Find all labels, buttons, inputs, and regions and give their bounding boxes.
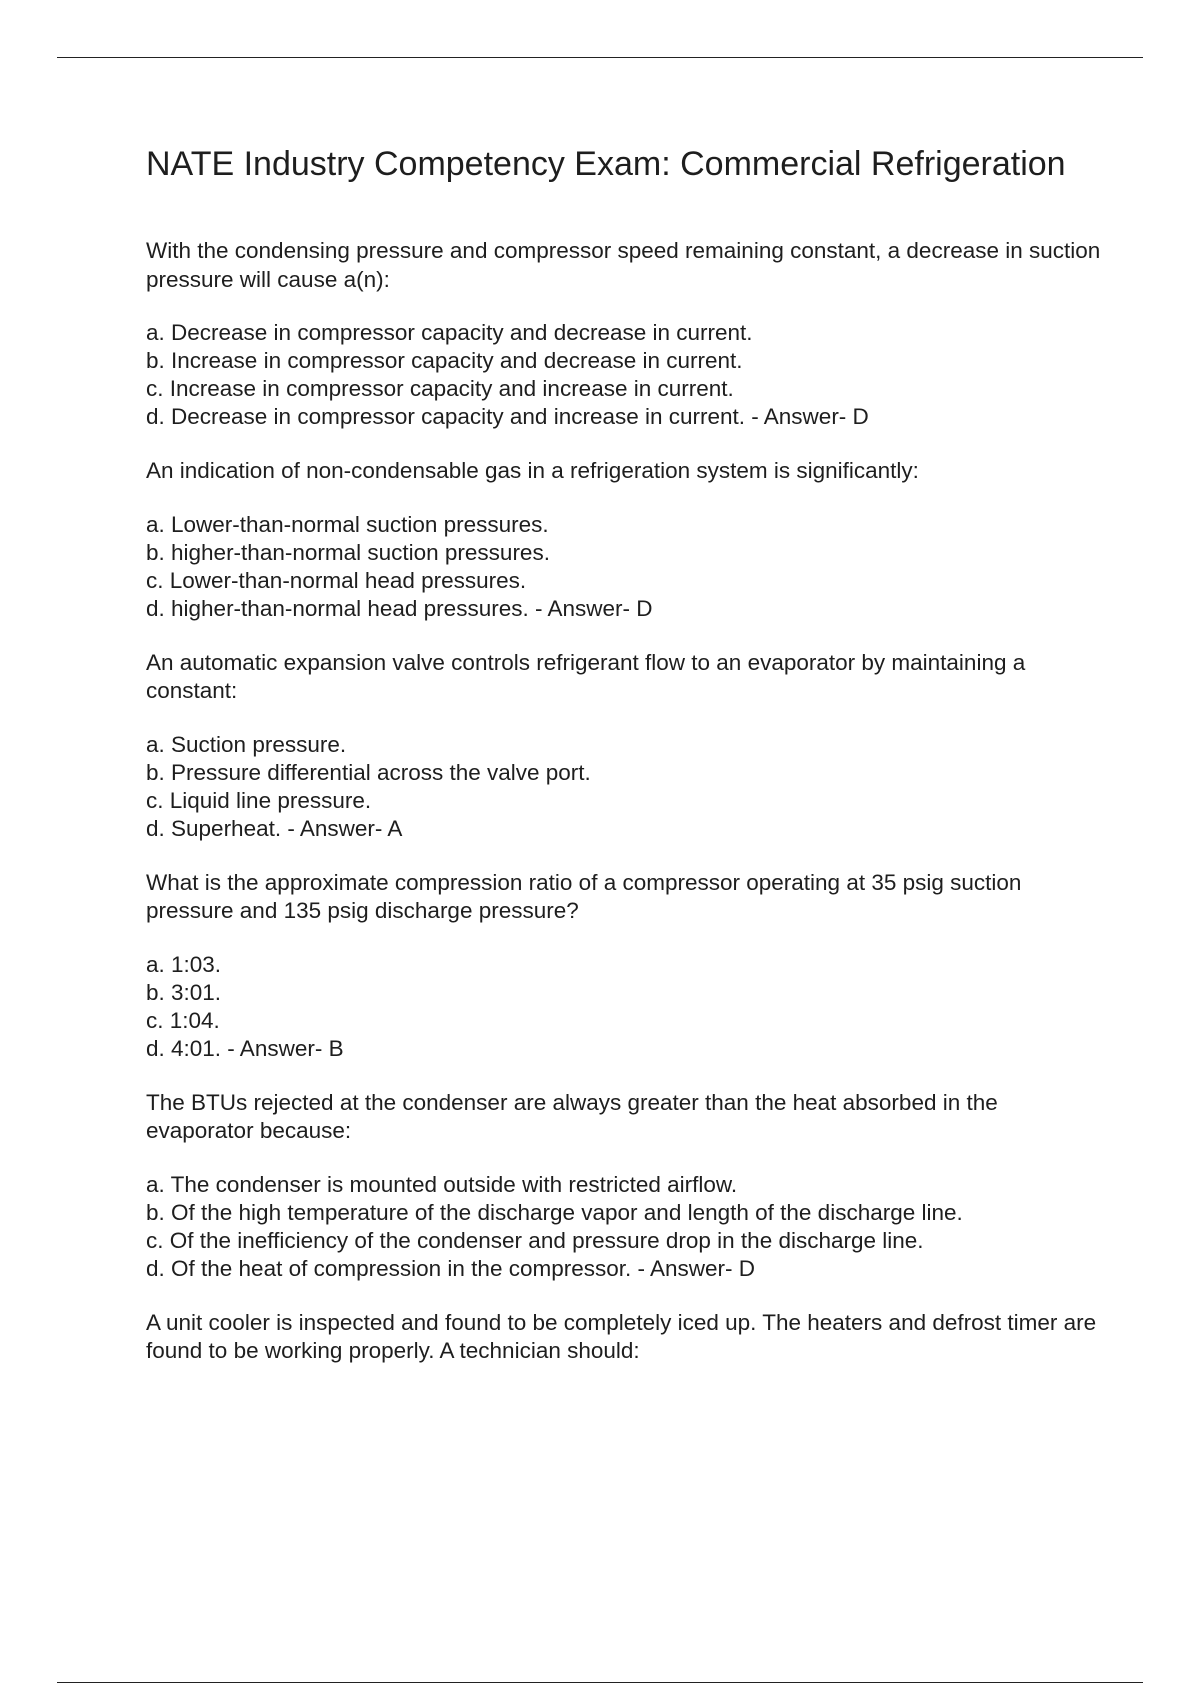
document-body bbox=[146, 143, 1106, 1392]
answer-option: d. higher-than-normal head pressures. - Answer- D bbox=[146, 595, 653, 621]
answer-option: b. 3:01. bbox=[146, 979, 222, 1005]
answer-option: b. Of the high temperature of the discharge vapor and length of the discharge line. bbox=[146, 1199, 963, 1225]
question-text: The BTUs rejected at the condenser are always greater than the heat absorbed in the evaporator because: bbox=[146, 1089, 998, 1143]
answer-option: c. Increase in compressor capacity and increase in current. bbox=[146, 376, 734, 401]
answer-options bbox=[146, 511, 1106, 623]
question-block bbox=[146, 237, 1106, 431]
answer-option: d. Of the heat of compression in the compressor. - Answer- D bbox=[146, 1255, 756, 1281]
answer-option: c. Liquid line pressure. bbox=[146, 787, 372, 813]
question-text: A unit cooler is inspected and found to be completely iced up. The heaters and defrost timer are found to be working properly. A technician should: bbox=[146, 1309, 1097, 1363]
bottom-divider bbox=[57, 1682, 1143, 1683]
question-block bbox=[146, 457, 1106, 623]
answer-option: a. 1:03. bbox=[146, 951, 222, 977]
answer-option: d. Superheat. - Answer- A bbox=[146, 815, 403, 841]
top-divider bbox=[57, 57, 1143, 58]
answer-option: c. Of the inefficiency of the condenser and pressure drop in the discharge line. bbox=[146, 1227, 924, 1253]
answer-option: d. 4:01. - Answer- B bbox=[146, 1035, 344, 1061]
answer-options bbox=[146, 1171, 1106, 1283]
answer-option: c. 1:04. bbox=[146, 1007, 220, 1033]
answer-option: a. The condenser is mounted outside with restricted airflow. bbox=[146, 1171, 738, 1197]
answer-option: a. Decrease in compressor capacity and decrease in current. bbox=[146, 320, 753, 345]
question-block bbox=[146, 869, 1106, 1063]
answer-option: d. Decrease in compressor capacity and increase in current. - Answer- D bbox=[146, 404, 869, 429]
answer-option: a. Suction pressure. bbox=[146, 731, 347, 757]
question-block bbox=[146, 1309, 1106, 1366]
answer-options bbox=[146, 951, 1106, 1063]
question-text: An automatic expansion valve controls refrigerant flow to an evaporator by maintaining a constant: bbox=[146, 649, 1026, 703]
answer-options bbox=[146, 731, 1106, 843]
question-text: With the condensing pressure and compressor speed remaining constant, a decrease in suction pressure will cause a(n): bbox=[146, 238, 1101, 292]
answer-option: b. higher-than-normal suction pressures. bbox=[146, 539, 550, 565]
document-title: NATE Industry Competency Exam: Commercial Refrigeration bbox=[146, 145, 1066, 183]
question-text: An indication of non-condensable gas in a refrigeration system is significantly: bbox=[146, 458, 919, 483]
answer-option: c. Lower-than-normal head pressures. bbox=[146, 567, 527, 593]
answer-option: b. Increase in compressor capacity and decrease in current. bbox=[146, 348, 743, 373]
question-block bbox=[146, 1089, 1106, 1283]
answer-options bbox=[146, 319, 1106, 431]
answer-option: a. Lower-than-normal suction pressures. bbox=[146, 511, 549, 537]
question-block bbox=[146, 649, 1106, 843]
answer-option: b. Pressure differential across the valve port. bbox=[146, 759, 591, 785]
question-text: What is the approximate compression ratio of a compressor operating at 35 psig suction pressure and 135 psig discharge pressure? bbox=[146, 869, 1022, 923]
